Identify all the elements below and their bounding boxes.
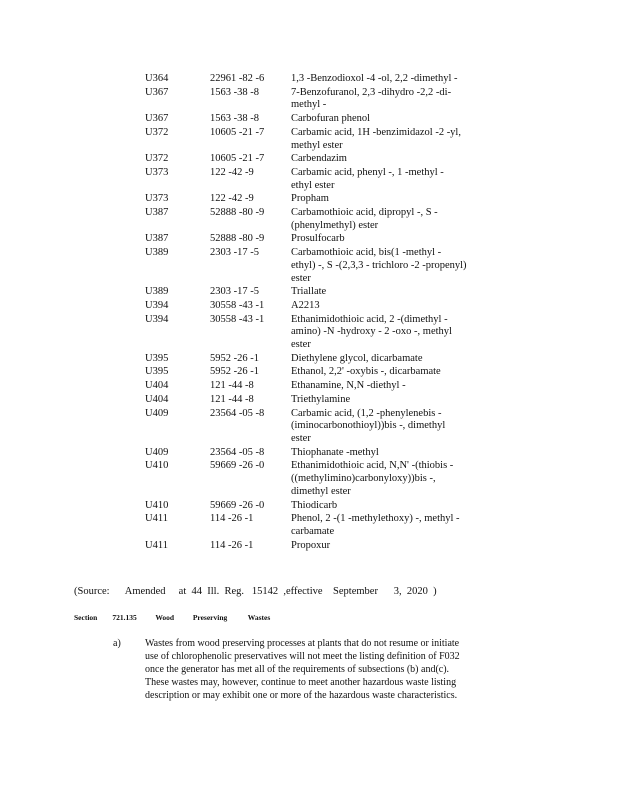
chemical-name-line: amino) -N -hydroxy - 2 -oxo -, methyl (291, 326, 452, 338)
chemical-name-line: 1,3 -Benzodioxol -4 -ol, 2,2 -dimethyl - (291, 73, 458, 84)
cas-number: 5952 -26 -1 (210, 366, 259, 378)
waste-code: U373 (145, 193, 169, 205)
chemical-name-line: dimethyl ester (291, 485, 351, 497)
waste-code: U389 (145, 286, 169, 298)
waste-code: U410 (145, 499, 169, 511)
table-row (145, 460, 485, 498)
chemical-name (291, 513, 481, 538)
waste-code: U394 (145, 313, 169, 325)
chemical-name (291, 286, 481, 299)
chemical-name (291, 408, 481, 446)
paragraph-line: Wastes from wood preserving processes at plants that do not resume or initiate (145, 638, 460, 649)
cas-number: 2303 -17 -5 (210, 286, 259, 298)
cas-number: 5952 -26 -1 (210, 352, 259, 364)
table-row (145, 167, 485, 192)
chemical-name (291, 540, 481, 553)
chemical-name (291, 233, 481, 246)
source-note: (Source: Amended at 44 Ill. Reg. 15142 ,effective September 3, 2020 ) (74, 586, 437, 597)
chemical-name (291, 153, 481, 166)
cas-number: 10605 -21 -7 (210, 126, 265, 138)
chemical-name-line: ethyl) -, S -(2,3,3 - trichloro -2 -propenyl) (291, 259, 467, 271)
waste-code: U395 (145, 352, 169, 364)
chemical-name-line: Carbamic acid, phenyl -, 1 -methyl - (291, 166, 444, 178)
table-row (145, 540, 485, 553)
cas-number: 122 -42 -9 (210, 166, 254, 178)
chemical-name (291, 207, 481, 232)
cas-number: 122 -42 -9 (210, 193, 254, 205)
chemical-name-line: Carbendazim (291, 153, 347, 165)
chemical-name-line: 7-Benzofuranol, 2,3 -dihydro -2,2 -di- (291, 86, 452, 98)
cas-number: 30558 -43 -1 (210, 299, 265, 311)
chemical-name (291, 380, 481, 393)
chemical-name-line: ((methylimino)carbonyloxy))bis -, (291, 473, 436, 485)
waste-code: U372 (145, 126, 169, 138)
cas-number: 10605 -21 -7 (210, 153, 265, 165)
table-row (145, 513, 485, 538)
chemical-name (291, 366, 481, 379)
waste-code: U372 (145, 153, 169, 165)
chemical-name (291, 460, 481, 498)
waste-code: U367 (145, 86, 169, 98)
chemical-name-line: Triallate (291, 286, 327, 298)
cas-number: 52888 -80 -9 (210, 207, 265, 219)
waste-code-table (145, 73, 485, 553)
chemical-name-line: A2213 (291, 299, 320, 311)
waste-code: U411 (145, 539, 168, 551)
chemical-name (291, 193, 481, 206)
cas-number: 52888 -80 -9 (210, 233, 265, 245)
table-row (145, 87, 485, 112)
cas-number: 2303 -17 -5 (210, 247, 259, 259)
waste-code: U395 (145, 366, 169, 378)
chemical-name-line: Ethanol, 2,2' -oxybis -, dicarbamate (291, 366, 441, 378)
chemical-name-line: Ethanimidothioic acid, 2 -(dimethyl - (291, 313, 448, 325)
cas-number: 23564 -05 -8 (210, 407, 265, 419)
table-row (145, 394, 485, 407)
table-row (145, 380, 485, 393)
chemical-name-line: Thiodicarb (291, 499, 338, 511)
waste-code: U404 (145, 380, 169, 392)
table-row (145, 353, 485, 366)
chemical-name-line: methyl - (291, 99, 327, 111)
chemical-name-line: (iminocarbonothioyl))bis -, dimethyl (291, 420, 446, 432)
chemical-name-line: ester (291, 432, 311, 444)
chemical-name-line: Prosulfocarb (291, 233, 345, 245)
cas-number: 23564 -05 -8 (210, 446, 265, 458)
chemical-name-line: Ethanamine, N,N -diethyl - (291, 380, 406, 392)
chemical-name (291, 87, 481, 112)
table-row (145, 247, 485, 285)
chemical-name-line: Thiophanate -methyl (291, 446, 379, 458)
table-row (145, 447, 485, 460)
chemical-name-line: Propham (291, 193, 329, 205)
table-row (145, 153, 485, 166)
chemical-name (291, 113, 481, 126)
chemical-name-line: Carbofuran phenol (291, 113, 371, 125)
chemical-name (291, 247, 481, 285)
cas-number: 22961 -82 -6 (210, 73, 265, 84)
paragraph-body (145, 637, 525, 702)
paragraph-line: use of chlorophenolic preservatives will not meet the listing definition of F032 (145, 651, 460, 662)
cas-number: 30558 -43 -1 (210, 313, 265, 325)
cas-number: 1563 -38 -8 (210, 86, 259, 98)
chemical-name (291, 300, 481, 313)
waste-code: U411 (145, 513, 168, 525)
table-row (145, 314, 485, 352)
cas-number: 121 -44 -8 (210, 380, 254, 392)
waste-code: U389 (145, 247, 169, 259)
waste-code: U367 (145, 113, 169, 125)
cas-number: 1563 -38 -8 (210, 113, 259, 125)
chemical-name-line: ethyl ester (291, 179, 335, 191)
chemical-name-line: ester (291, 339, 311, 351)
chemical-name-line: Ethanimidothioic acid, N,N' -(thiobis - (291, 460, 454, 472)
chemical-name-line: Propoxur (291, 539, 331, 551)
section-heading: Section 721.135 Wood Preserving Wastes (74, 613, 271, 622)
waste-code: U394 (145, 299, 169, 311)
cas-number: 59669 -26 -0 (210, 460, 265, 472)
chemical-name-line: carbamate (291, 525, 335, 537)
waste-code: U409 (145, 407, 169, 419)
chemical-name-line: Carbamic acid, (1,2 -phenylenebis - (291, 407, 442, 419)
paragraph-line: description or may exhibit one or more of the hazardous waste characteristics. (145, 690, 458, 701)
paragraph-line: once the generator has met all of the requirements of subsections (b) and(c). (145, 664, 450, 675)
waste-code: U410 (145, 460, 169, 472)
cas-number: 114 -26 -1 (210, 539, 254, 551)
table-row (145, 113, 485, 126)
table-row (145, 207, 485, 232)
chemical-name-line: Diethylene glycol, dicarbamate (291, 352, 423, 364)
chemical-name-line: Carbamic acid, 1H -benzimidazol -2 -yl, (291, 126, 461, 138)
chemical-name (291, 127, 481, 152)
table-row (145, 366, 485, 379)
paragraph-label: a) (113, 638, 121, 649)
chemical-name (291, 447, 481, 460)
table-row (145, 233, 485, 246)
table-row (145, 73, 485, 86)
table-row (145, 193, 485, 206)
chemical-name-line: Triethylamine (291, 393, 351, 405)
waste-code: U387 (145, 207, 169, 219)
table-row (145, 286, 485, 299)
chemical-name (291, 353, 481, 366)
table-row (145, 500, 485, 513)
waste-code: U387 (145, 233, 169, 245)
chemical-name (291, 394, 481, 407)
cas-number: 59669 -26 -0 (210, 499, 265, 511)
waste-code: U409 (145, 446, 169, 458)
paragraph-line: These wastes may, however, continue to meet another hazardous waste listing (145, 677, 457, 688)
cas-number: 114 -26 -1 (210, 513, 254, 525)
chemical-name (291, 500, 481, 513)
chemical-name (291, 167, 481, 192)
table-row (145, 127, 485, 152)
cas-number: 121 -44 -8 (210, 393, 254, 405)
chemical-name-line: ester (291, 272, 311, 284)
waste-code: U364 (145, 73, 169, 84)
chemical-name (291, 314, 481, 352)
chemical-name (291, 73, 481, 86)
table-row (145, 408, 485, 446)
chemical-name-line: (phenylmethyl) ester (291, 219, 379, 231)
waste-code: U373 (145, 166, 169, 178)
chemical-name-line: Phenol, 2 -(1 -methylethoxy) -, methyl - (291, 513, 460, 525)
waste-code: U404 (145, 393, 169, 405)
chemical-name-line: Carbamothioic acid, bis(1 -methyl - (291, 247, 442, 259)
chemical-name-line: Carbamothioic acid, dipropyl -, S - (291, 207, 438, 219)
chemical-name-line: methyl ester (291, 139, 343, 151)
table-row (145, 300, 485, 313)
